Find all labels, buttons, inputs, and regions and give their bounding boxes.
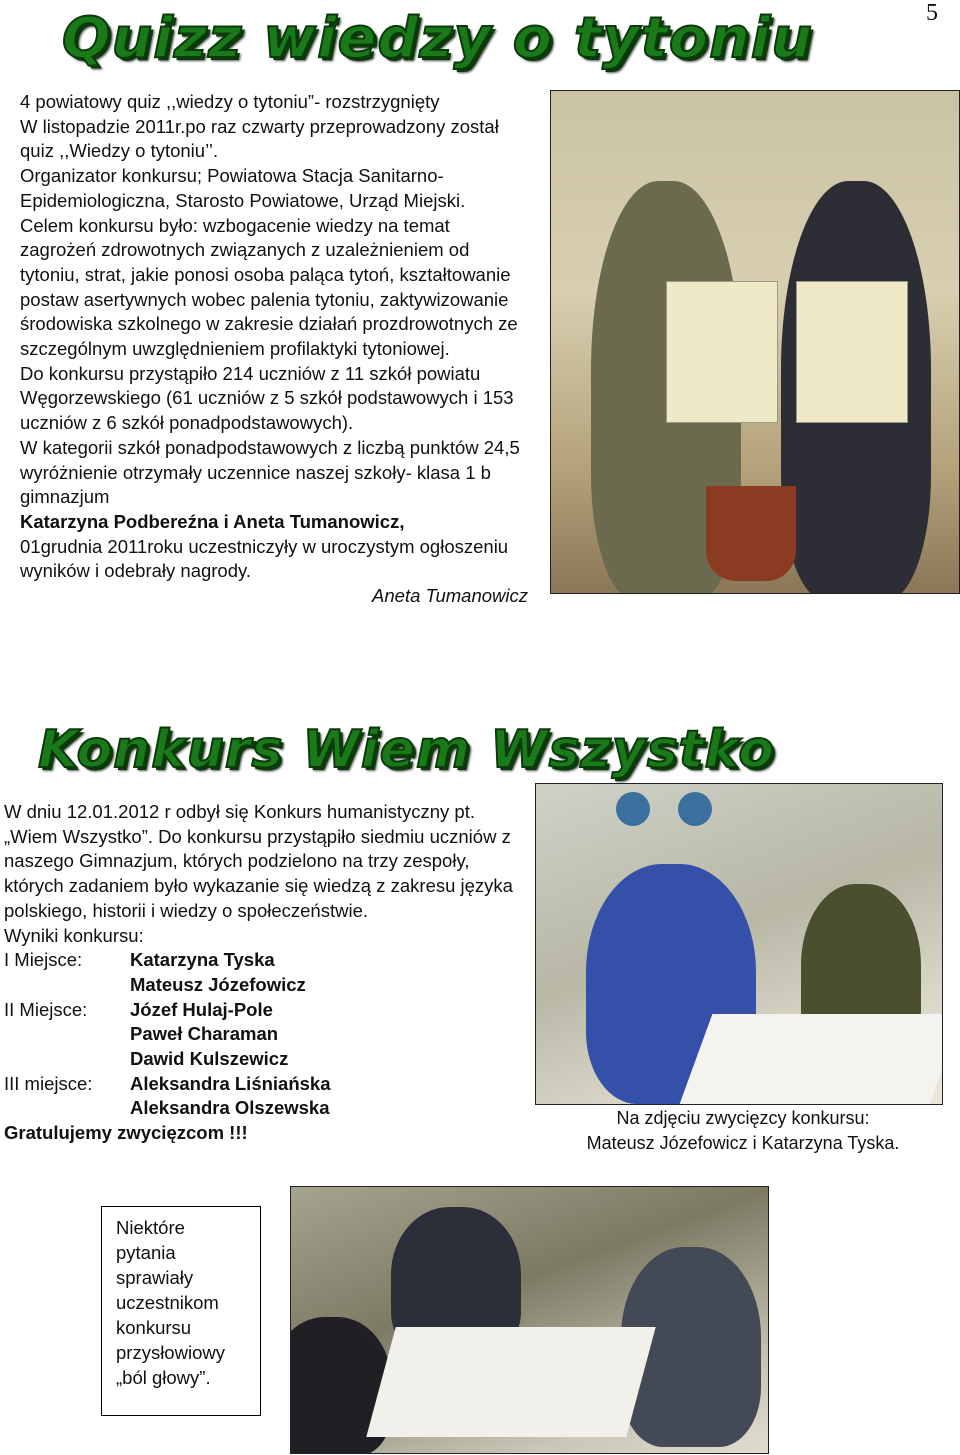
caption-line: Mateusz Józefowicz i Katarzyna Tyska.	[586, 1133, 900, 1153]
quiz-winners: Katarzyna Podbereźna i Aneta Tumanowicz,	[20, 510, 405, 532]
winner-name: Mateusz Józefowicz	[130, 973, 306, 995]
winner-name: Aleksandra Liśniańska	[130, 1072, 331, 1094]
quiz-article	[20, 90, 530, 609]
results-list	[4, 948, 529, 1121]
winner-name: Dawid Kulszewicz	[130, 1048, 289, 1070]
note-line: sprawiały	[116, 1267, 194, 1288]
congrats-text: Gratulujemy zwycięzcom !!!	[4, 1122, 248, 1144]
quiz-winners-photo	[550, 90, 960, 594]
note-line: pytania	[116, 1242, 176, 1263]
place-label: III miejsce:	[4, 1072, 93, 1094]
quiz-para-3: Organizator konkursu; Powiatowa Stacja Sanitarno-Epidemiologiczna, Starosto Powiatowe, Urząd Miejski.	[20, 165, 466, 211]
page-number: 5	[926, 0, 938, 26]
caption-line: Na zdjęciu zwycięzcy konkursu:	[616, 1108, 870, 1128]
quiz-para-4: Celem konkursu było: wzbogacenie wiedzy na temat zagrożeń zdrowotnych związanych z uzależnieniem od tytoniu, strat, jakie ponosi osoba paląca tytoń, kształtowanie postaw asertywnych wobec palenia tytoniu, zaktywizowanie środowiska szkolnego w zakresie działań prozdrowotnych ze szczególnym uwzględnieniem profilaktyki tytoniowej.	[20, 214, 518, 360]
quiz-signature: Aneta Tumanowicz	[372, 585, 528, 607]
students-photo	[290, 1186, 769, 1454]
note-line: konkursu	[116, 1317, 192, 1338]
photo-note-box	[101, 1206, 261, 1416]
konkurs-intro: W dniu 12.01.2012 r odbył się Konkurs humanistyczny pt. „Wiem Wszystko”. Do konkursu przystąpiło siedmiu uczniów z naszego Gimnazjum, których podzielono na trzy zespoły, których zadaniem było wykazanie się wiedzą z zakresu języka polskiego, historii i wiedzy o społeczeństwie.	[4, 801, 513, 921]
quiz-closing: 01grudnia 2011roku uczestniczyły w uroczystym ogłoszeniu wyników i odebrały nagrody.	[20, 535, 509, 582]
quiz-heading: Quizz wiedzy o tytoniu	[62, 6, 814, 71]
winner-name: Paweł Charaman	[130, 1023, 279, 1045]
note-line: uczestnikom	[116, 1292, 219, 1313]
quiz-para-2: W listopadzie 2011r.po raz czwarty przeprowadzony został quiz ,,Wiedzy o tytoniu’’.	[20, 115, 499, 162]
classroom-photo	[535, 783, 943, 1105]
konkurs-article	[4, 800, 529, 1146]
photo-caption	[548, 1106, 938, 1156]
winner-name: Aleksandra Olszewska	[130, 1097, 330, 1119]
winner-name: Katarzyna Tyska	[130, 949, 275, 971]
quiz-para-1: 4 powiatowy quiz ,,wiedzy o tytoniu”- rozstrzygnięty	[20, 91, 440, 112]
note-line: „ból głowy”.	[116, 1367, 211, 1388]
quiz-para-5: Do konkursu przystąpiło 214 uczniów z 11 szkół powiatu Węgorzewskiego (61 uczniów z 5 szkół podstawowych i 153 uczniów z 6 szkół ponadpodstawowych).	[20, 362, 514, 434]
quiz-para-6: W kategorii szkół ponadpodstawowych z liczbą punktów 24,5 wyróżnienie otrzymały uczennice naszej szkoły- klasa 1 b gimnazjum	[20, 436, 520, 508]
place-label: II Miejsce:	[4, 998, 88, 1020]
note-line: przysłowiowy	[116, 1342, 225, 1363]
note-line: Niektóre	[116, 1217, 185, 1238]
konkurs-heading: Konkurs Wiem Wszystko	[38, 720, 775, 780]
winner-name: Józef Hulaj-Pole	[130, 998, 273, 1020]
results-header: Wyniki konkursu:	[4, 924, 144, 946]
place-label: I Miejsce:	[4, 949, 83, 971]
